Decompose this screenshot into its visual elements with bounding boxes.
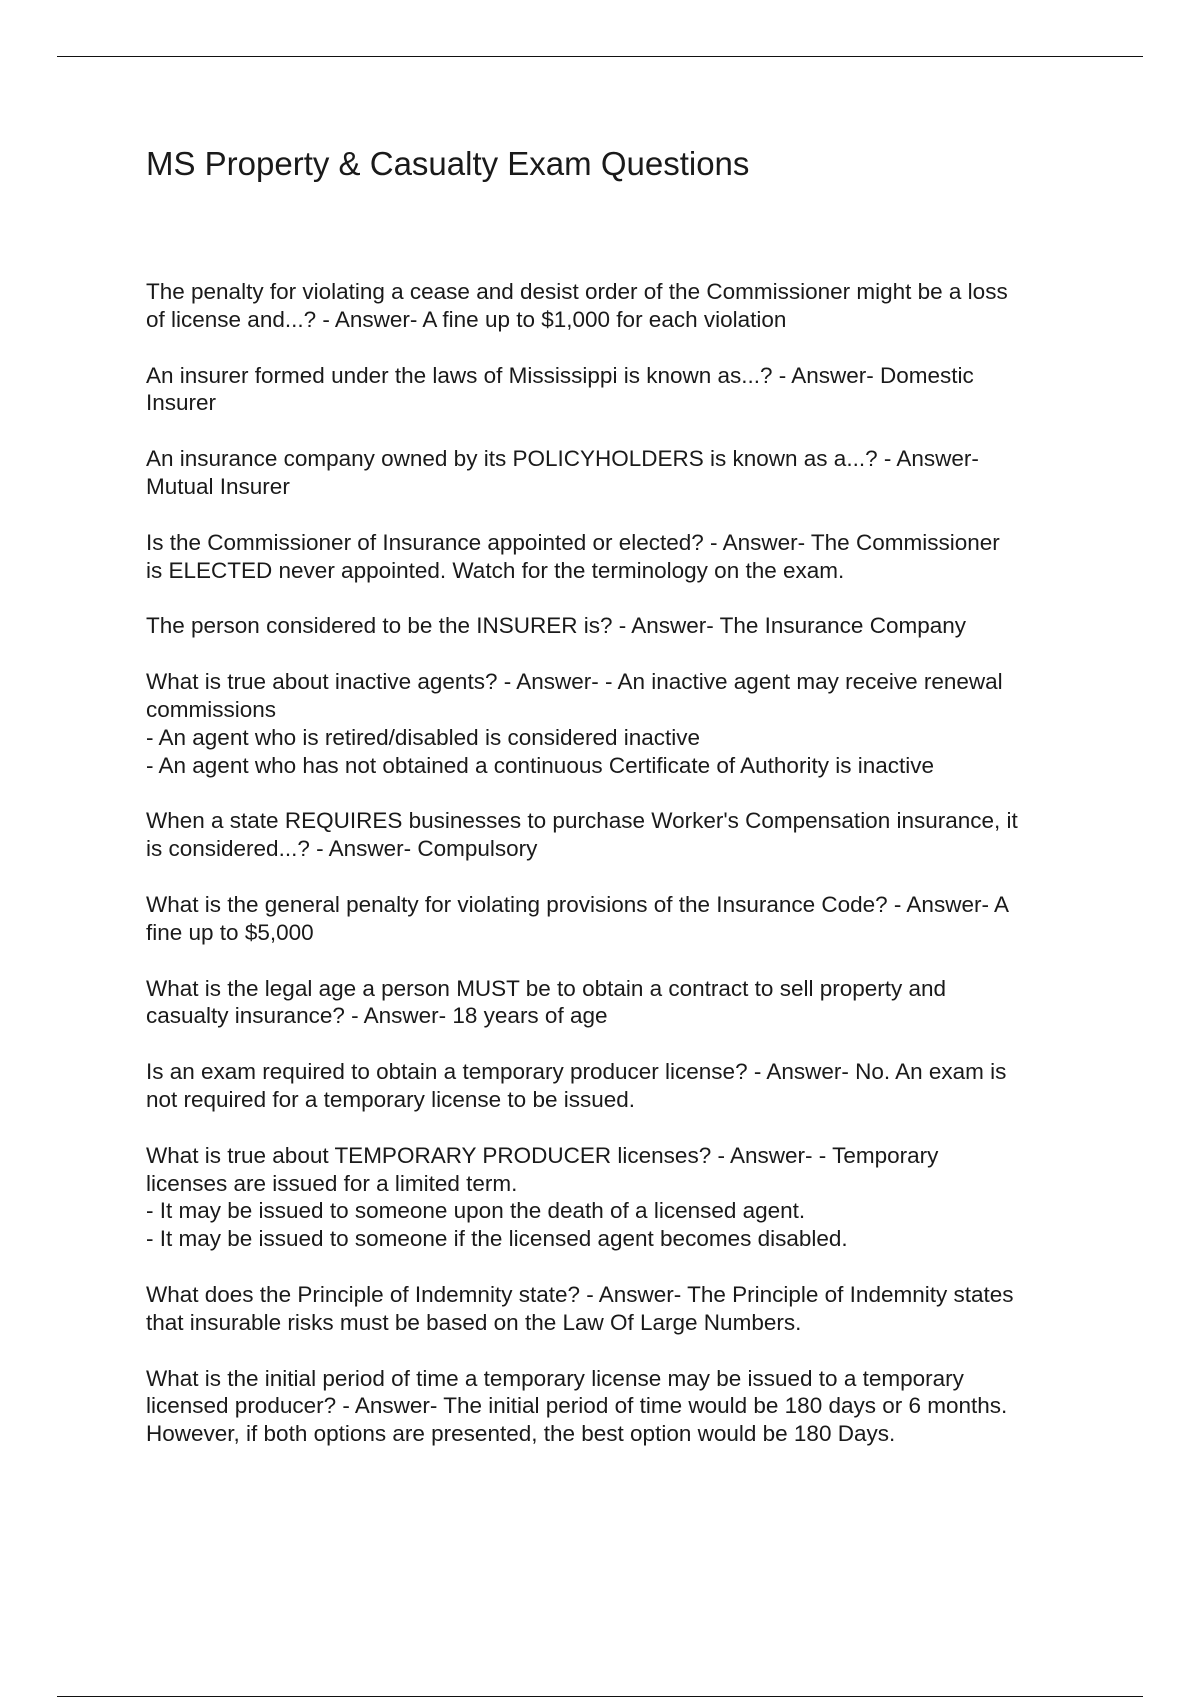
qa-line: Mutual Insurer: [146, 473, 290, 499]
qa-item: [146, 612, 1096, 640]
qa-line: What is true about inactive agents? - Answer- - An inactive agent may receive renewal: [146, 669, 1003, 695]
top-rule: [57, 56, 1143, 57]
qa-line: What is the legal age a person MUST be to obtain a contract to sell property and: [146, 975, 947, 1001]
qa-item: [146, 1058, 1096, 1114]
qa-line: However, if both options are presented, the best option would be 180 Days.: [146, 1421, 896, 1447]
qa-item: [146, 529, 1096, 585]
qa-line: - It may be issued to someone upon the death of a licensed agent.: [146, 1198, 806, 1224]
qa-line: What is the initial period of time a temporary license may be issued to a temporary: [146, 1365, 964, 1391]
page-title: MS Property & Casualty Exam Questions: [146, 145, 750, 182]
qa-item: [146, 1281, 1096, 1337]
qa-line: that insurable risks must be based on the Law Of Large Numbers.: [146, 1309, 802, 1335]
qa-line: licensed producer? - Answer- The initial period of time would be 180 days or 6 months.: [146, 1393, 1008, 1419]
qa-line: - An agent who has not obtained a continuous Certificate of Authority is inactive: [146, 752, 934, 778]
qa-item: [146, 807, 1096, 863]
qa-line: The person considered to be the INSURER is? - Answer- The Insurance Company: [146, 613, 966, 639]
qa-line: An insurance company owned by its POLICYHOLDERS is known as a...? - Answer-: [146, 446, 979, 472]
qa-item: [146, 445, 1096, 501]
qa-item: [146, 975, 1096, 1031]
qa-line: licenses are issued for a limited term.: [146, 1170, 518, 1196]
qa-line: fine up to $5,000: [146, 919, 314, 945]
qa-line: of license and...? - Answer- A fine up to $1,000 for each violation: [146, 306, 787, 332]
qa-line: When a state REQUIRES businesses to purchase Worker's Compensation insurance, it: [146, 808, 1018, 834]
qa-line: - An agent who is retired/disabled is considered inactive: [146, 724, 701, 750]
qa-line: An insurer formed under the laws of Mississippi is known as...? - Answer- Domestic: [146, 362, 974, 388]
qa-item: [146, 278, 1096, 334]
qa-line: casualty insurance? - Answer- 18 years of age: [146, 1003, 608, 1029]
qa-line: What does the Principle of Indemnity state? - Answer- The Principle of Indemnity states: [146, 1281, 1014, 1307]
qa-line: Is an exam required to obtain a temporary producer license? - Answer- No. An exam is: [146, 1059, 1007, 1085]
qa-line: Is the Commissioner of Insurance appointed or elected? - Answer- The Commissioner: [146, 529, 1000, 555]
qa-line: The penalty for violating a cease and desist order of the Commissioner might be a loss: [146, 279, 1008, 304]
qa-line: What is the general penalty for violating provisions of the Insurance Code? - Answer- A: [146, 891, 1009, 917]
qa-item: [146, 362, 1096, 418]
qa-item: [146, 1142, 1096, 1253]
qa-line: - It may be issued to someone if the licensed agent becomes disabled.: [146, 1226, 848, 1252]
qa-line: commissions: [146, 696, 277, 722]
qa-line: is considered...? - Answer- Compulsory: [146, 836, 538, 862]
qa-item: [146, 891, 1096, 947]
bottom-rule: [57, 1696, 1143, 1697]
qa-item: [146, 668, 1096, 779]
qa-item: [146, 1365, 1096, 1448]
qa-line: is ELECTED never appointed. Watch for the terminology on the exam.: [146, 557, 845, 583]
qa-list: [146, 278, 1096, 1476]
qa-line: not required for a temporary license to be issued.: [146, 1086, 636, 1112]
qa-line: Insurer: [146, 390, 217, 416]
qa-line: What is true about TEMPORARY PRODUCER licenses? - Answer- - Temporary: [146, 1142, 939, 1168]
